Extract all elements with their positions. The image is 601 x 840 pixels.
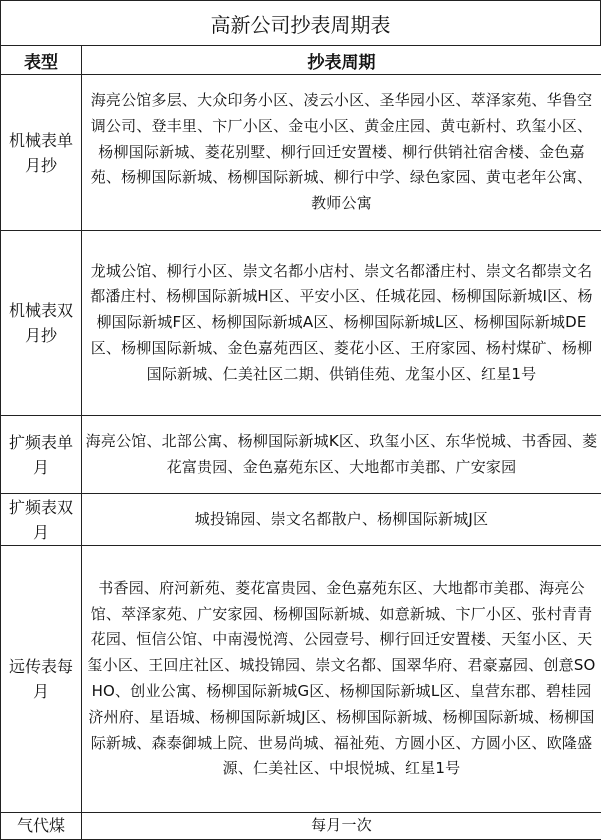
meter-type-cell: 气代煤 xyxy=(1,813,82,840)
communities-cell: 海亮公馆多层、大众印务小区、凌云小区、圣华园小区、萃泽家苑、华鲁空调公司、登丰里、卞厂小区、金屯小区、黄金庄园、黄屯新村、玖玺小区、杨柳国际新城、菱花别墅、柳行回迁安置楼、柳行供销社宿舍楼、金色嘉苑、杨柳国际新城、杨柳国际新城、柳行中学、绿色家园、黄屯老年公寓、教师公寓 xyxy=(82,75,601,231)
header-reading-period: 抄表周期 xyxy=(82,46,601,75)
meter-type-cell: 扩频表单月 xyxy=(1,416,82,494)
table-row xyxy=(1,416,601,494)
communities-cell: 每月一次 xyxy=(82,813,601,840)
table-row xyxy=(1,75,601,231)
header-meter-type: 表型 xyxy=(1,46,82,75)
table-row xyxy=(1,546,601,813)
meter-type-cell: 机械表单月抄 xyxy=(1,75,82,231)
communities-cell: 龙城公馆、柳行小区、崇文名都小店村、崇文名都潘庄村、崇文名都崇文名都潘庄村、杨柳国际新城H区、平安小区、任城花园、杨柳国际新城I区、杨柳国际新城F区、杨柳国际新城A区、杨柳国际新城L区、杨柳国际新城DE区、杨柳国际新城、金色嘉苑西区、菱花小区、王府家园、杨村煤矿、杨柳国际新城、仁美社区二期、供销佳苑、龙玺小区、红星1号 xyxy=(82,231,601,416)
table-row xyxy=(1,813,601,840)
meter-reading-table xyxy=(0,45,601,840)
meter-type-cell: 远传表每月 xyxy=(1,546,82,813)
communities-cell: 海亮公馆、北部公寓、杨柳国际新城K区、玖玺小区、东华悦城、书香园、菱花富贵园、金色嘉苑东区、大地都市美郡、广安家园 xyxy=(82,416,601,494)
table-row xyxy=(1,494,601,546)
meter-type-cell: 机械表双月抄 xyxy=(1,231,82,416)
table-header-row xyxy=(1,46,601,75)
table-row xyxy=(1,231,601,416)
communities-cell: 城投锦园、崇文名都散户、杨柳国际新城J区 xyxy=(82,494,601,546)
communities-cell: 书香园、府河新苑、菱花富贵园、金色嘉苑东区、大地都市美郡、海亮公馆、萃泽家苑、广安家园、杨柳国际新城、如意新城、卞厂小区、张村青青花园、恒信公馆、中南漫悦湾、公园壹号、柳行回迁安置楼、天玺小区、天玺小区、王回庄社区、城投锦园、崇文名都、国翠华府、君豪嘉园、创意SOHO、创业公寓、杨柳国际新城G区、杨柳国际新城L区、皇营东郡、碧桂园济州府、星语城、杨柳国际新城J区、杨柳国际新城、杨柳国际新城、杨柳国际新城、森泰御城上院、世易尚城、福祉苑、方圆小区、方圆小区、欧隆盛源、仁美社区、中垠悦城、红星1号 xyxy=(82,546,601,813)
meter-type-cell: 扩频表双月 xyxy=(1,494,82,546)
document-title: 高新公司抄表周期表 xyxy=(0,0,601,46)
